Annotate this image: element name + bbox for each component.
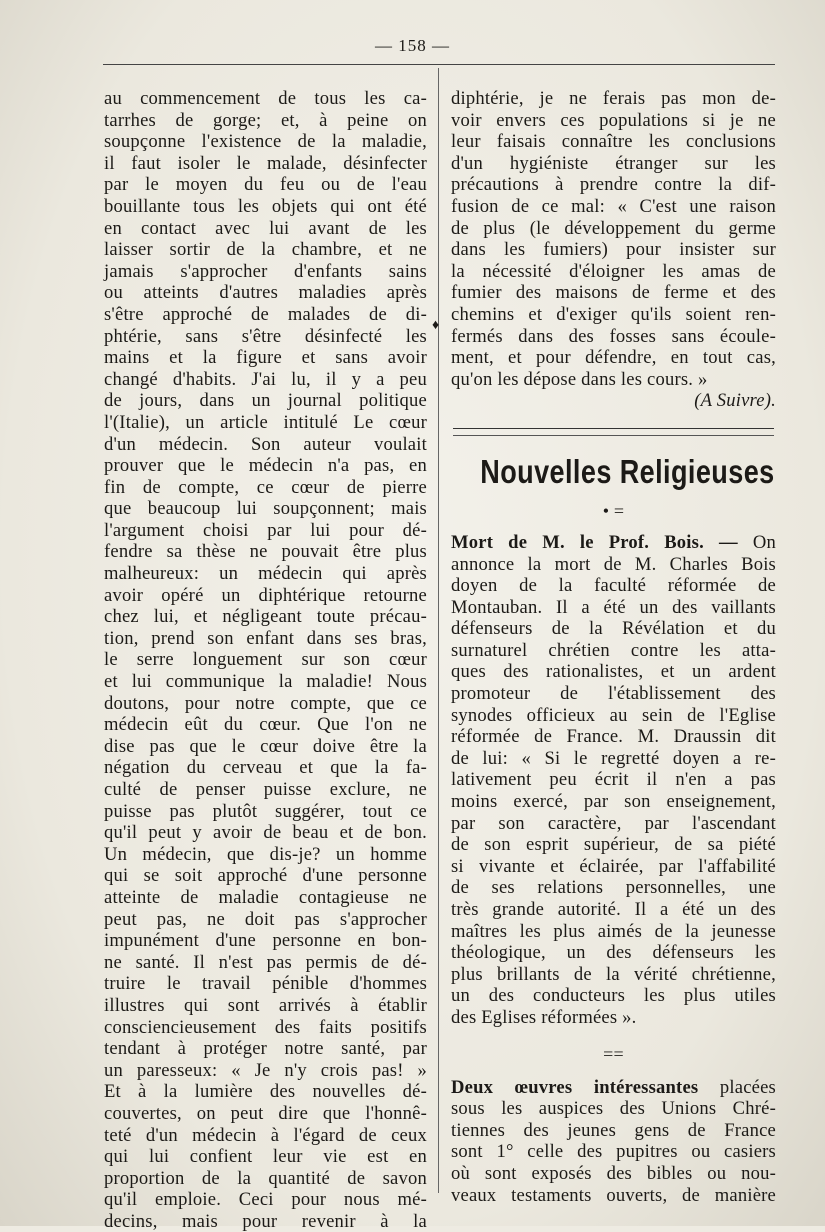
text-line: atteinte de maladie contagieuse ne	[104, 886, 427, 908]
article-first-line	[451, 532, 776, 554]
text-line: doutons, pour notre compte, que ce	[104, 692, 427, 714]
text-line: synodes officieux au sein de l'Eglise	[451, 704, 776, 726]
text-line: au commencement de tous les ca-	[104, 88, 427, 109]
text-line: d'un médecin. Son auteur voulait	[104, 433, 427, 455]
text-line: jamais s'approcher d'enfants sains	[104, 260, 427, 282]
text-line: qui lui confient leur vie est en	[104, 1146, 427, 1168]
text-line: tion, prend son enfant dans ses bras,	[104, 627, 427, 649]
text-line: veaux testaments ouverts, de manière	[451, 1184, 776, 1206]
continued-text	[451, 88, 776, 390]
text-line: maîtres les plus aimés de la jeunesse	[451, 920, 776, 942]
text-line: qu'il peut y avoir de beau et de bon.	[104, 822, 427, 844]
text-line: Un médecin, que dis-je? un homme	[104, 843, 427, 865]
section-divider	[453, 428, 774, 436]
text-line: et lui communique la maladie! Nous	[104, 671, 427, 693]
text-line: par le moyen du feu ou de l'eau	[104, 174, 427, 196]
text-line: proportion de la quantité de savon	[104, 1167, 427, 1189]
article-body	[451, 1098, 776, 1206]
article-ornament: ==	[603, 1043, 624, 1064]
text-line: couvertes, on peut dire que l'honnê-	[104, 1102, 427, 1124]
margin-mark: ♦	[432, 318, 440, 333]
to-be-continued: (A Suivre).	[694, 390, 776, 412]
text-line: le serre longuement sur son cœur	[104, 649, 427, 671]
text-line: qu'on les dépose dans les cours. »	[451, 368, 708, 390]
text-line: un paresseux: « Je n'y crois pas! »	[104, 1059, 427, 1081]
text-line: tendant à protéger notre santé, par	[104, 1038, 427, 1060]
text-line: lativement peu écrit il n'en a pas	[451, 769, 776, 791]
text-line: voir envers ces populations si je ne	[451, 109, 776, 131]
text-line: de plus (le développement du germe	[451, 217, 776, 239]
text-line: sous les auspices des Unions Chré-	[451, 1098, 776, 1120]
section-title: Nouvelles Religieuses	[480, 452, 775, 490]
text-line: tarrhes de gorge; et, à peine on	[104, 109, 427, 131]
text-line: ne santé. Il n'est pas permis de dé-	[104, 951, 427, 973]
text-line: doyen de la faculté réformée de	[451, 575, 776, 597]
text-line: négation du cerveau et que la fa-	[104, 757, 427, 779]
text-line: changé d'habits. J'ai lu, il y a peu	[104, 368, 427, 390]
article-heading: Mort de M. le Prof. Bois. —	[451, 531, 738, 553]
header-rule	[103, 64, 775, 65]
text-line: Montauban. Il a été un des vaillants	[451, 596, 776, 618]
text-line: laisser sortir de la chambre, et ne	[104, 239, 427, 261]
text-line: de lui: « Si le regretté doyen a re-	[451, 747, 776, 769]
right-column	[451, 88, 776, 1206]
article-body	[451, 554, 776, 1029]
text-line: où sont exposés des bibles ou nou-	[451, 1162, 776, 1184]
article-text: On	[752, 531, 776, 553]
text-line: l'argument choisi par lui pour dé-	[104, 519, 427, 541]
text-line: défenseurs de la Révélation et du	[451, 618, 776, 640]
text-line: tiennes des jeunes gens de France	[451, 1119, 776, 1141]
text-line: en contact avec lui avant de les	[104, 217, 427, 239]
text-line: dans les fumiers) pour insister sur	[451, 239, 776, 261]
text-line: malheureux: un médecin qui après	[104, 563, 427, 585]
text-line: culté de penser puisse exclure, ne	[104, 779, 427, 800]
text-line: de son esprit supérieur, de sa piété	[451, 834, 776, 856]
text-line: par son caractère, par l'ascendant	[451, 812, 776, 834]
article-heading: Deux œuvres intéressantes	[451, 1076, 699, 1098]
text-line: plus brillants de la vérité chrétienne,	[451, 963, 776, 985]
text-line: annonce la mort de M. Charles Bois	[451, 553, 776, 575]
text-line: l'(Italie), un article intitulé Le cœur	[104, 411, 427, 433]
text-line: bouillante tous les objets qui ont été	[104, 195, 427, 217]
section-ornament: • =	[602, 500, 625, 521]
text-line: un des conducteurs les plus utiles	[451, 985, 776, 1007]
article-obituary	[451, 532, 776, 1029]
text-line: peut pas, ne doit pas s'approcher	[104, 908, 427, 930]
page-number: — 158 —	[375, 36, 450, 55]
text-line: surnaturel chrétien contre les atta-	[451, 639, 776, 661]
text-line: de jours, dans un journal politique	[104, 390, 427, 412]
text-line: médecin eût du cœur. Que l'on ne	[104, 714, 427, 736]
text-line: fermés dans des fosses sans écoule-	[451, 325, 776, 347]
text-line: fumier des maisons de ferme et des	[451, 282, 776, 304]
text-line: leur faisais connaître les conclusions	[451, 131, 776, 153]
text-line: ou atteints d'autres maladies après	[104, 282, 427, 304]
text-line: soupçonne l'existence de la maladie,	[104, 131, 427, 153]
text-line: puisse pas plutôt suggérer, tout ce	[104, 800, 427, 822]
text-line: ques des rationalistes, et un ardent	[451, 661, 776, 683]
text-line: des Eglises réformées ».	[451, 1006, 637, 1028]
text-line: chez lui, et négligeant toute précau-	[104, 606, 427, 628]
text-line: mains et la figure et sans avoir	[104, 347, 427, 369]
text-line: chemins et d'exiger qu'ils soient ren-	[451, 303, 776, 325]
left-column	[104, 88, 427, 1232]
text-line: diphtérie, je ne ferais pas mon de-	[451, 88, 776, 109]
text-line: fusion de ce mal: « C'est une raison	[451, 195, 776, 217]
article-first-line	[451, 1077, 776, 1099]
text-line: la nécessité d'éloigner les amas de	[451, 260, 776, 282]
text-line: fendre sa thèse ne pouvait être plus	[104, 541, 427, 563]
text-line: dise pas que le cœur doive être la	[104, 735, 427, 757]
text-line: moins exercé, par son enseignement,	[451, 791, 776, 813]
text-line: qu'il emploie. Ceci pour nous mé-	[104, 1189, 427, 1211]
text-line: promoteur de l'établissement des	[451, 683, 776, 705]
article-works	[451, 1077, 776, 1207]
text-line: sont 1° celle des pupitres ou casiers	[451, 1141, 776, 1163]
text-line: avoir opéré un diphtérique retourne	[104, 584, 427, 606]
text-line: théologique, un des défenseurs les	[451, 942, 776, 964]
text-line: de ses relations personnelles, une	[451, 877, 776, 899]
text-line: fin de compte, ce cœur de pierre	[104, 476, 427, 498]
text-line: prouver que le médecin n'a pas, en	[104, 455, 427, 477]
text-line: truire le travail pénible d'hommes	[104, 973, 427, 995]
text-line: impunément d'une personne en bon-	[104, 930, 427, 952]
text-line: qui se soit approché d'une personne	[104, 865, 427, 887]
text-line: précautions à prendre contre la dif-	[451, 174, 776, 196]
text-line: Et à la lumière des nouvelles dé-	[104, 1081, 427, 1103]
text-line: très grande autorité. Il a été un des	[451, 899, 776, 920]
article-text: placées	[719, 1076, 776, 1098]
text-line: decins, mais pour revenir à la	[104, 1210, 427, 1232]
text-line: réformée de France. M. Draussin dit	[451, 726, 776, 748]
text-line: d'un hygiéniste étranger sur les	[451, 152, 776, 174]
text-line: s'être approché de malades de di-	[104, 303, 427, 325]
text-line: teté d'un médecin à l'égard de ceux	[104, 1124, 427, 1146]
text-line: que beaucoup lui soupçonnent; mais	[104, 498, 427, 520]
text-line: phtérie, sans s'être désinfecté les	[104, 325, 427, 347]
text-line: il faut isoler le malade, désinfecter	[104, 152, 427, 174]
text-line: si vivante et éclairée, par l'affabilité	[451, 855, 776, 877]
text-line: illustres qui sont arrivés à établir	[104, 994, 427, 1016]
text-line: ment, et pour défendre, en tout cas,	[451, 347, 776, 369]
text-line: consciencieusement des faits positifs	[104, 1016, 427, 1038]
column-divider	[438, 68, 439, 1193]
